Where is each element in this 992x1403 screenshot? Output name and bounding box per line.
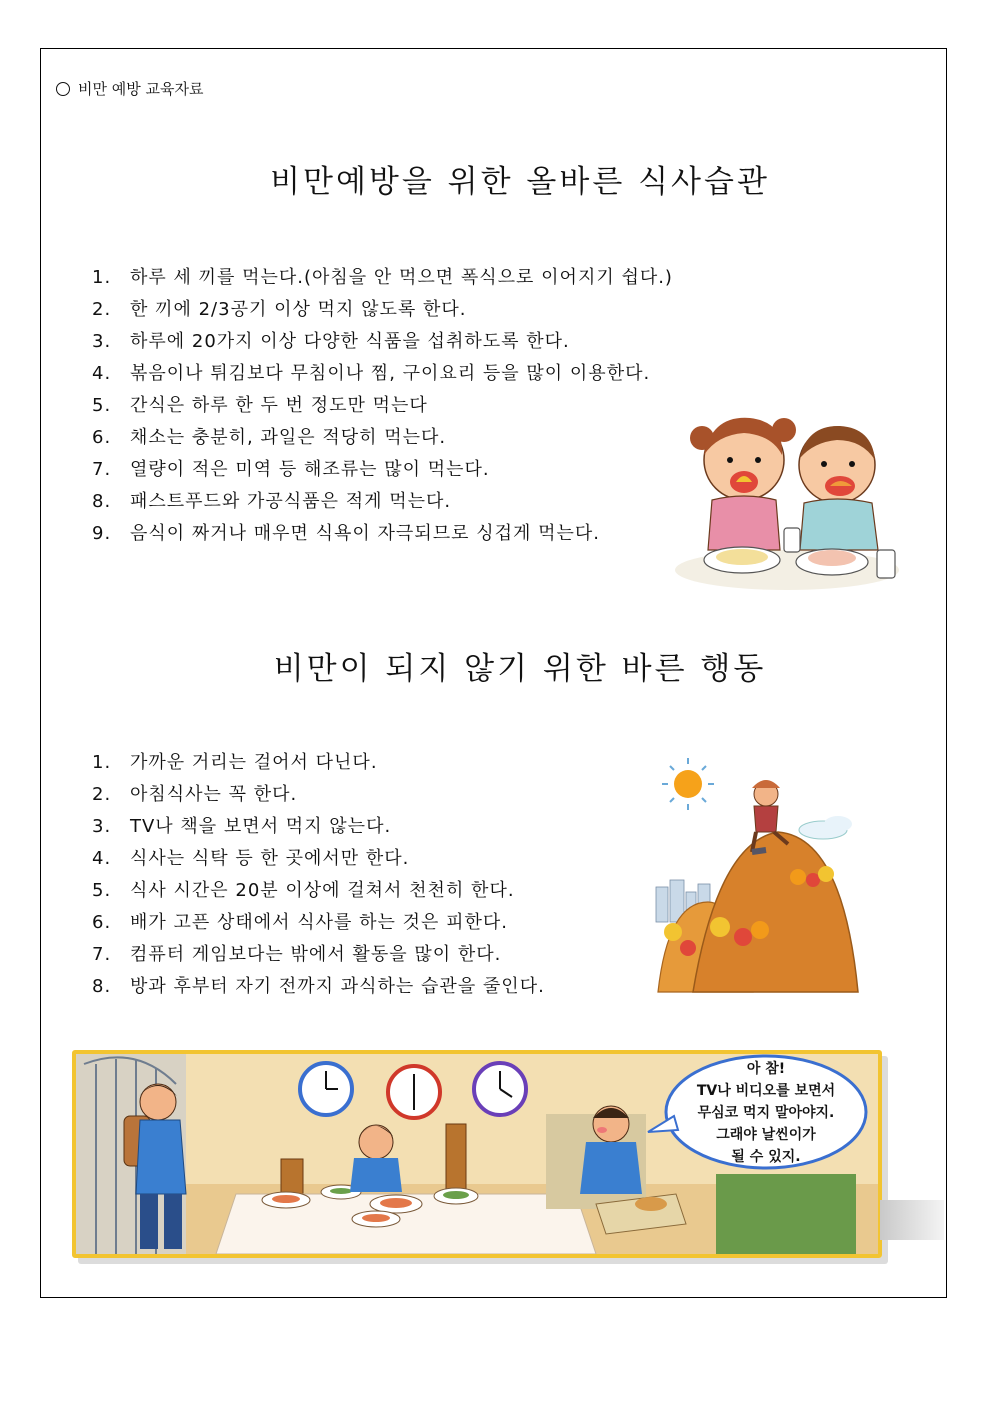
list-item: 5. 간식은 하루 한 두 번 정도만 먹는다 [92, 395, 428, 416]
list-item: 5. 식사 시간은 20분 이상에 걸쳐서 천천히 한다. [92, 880, 515, 901]
list-item: 1. 가까운 거리는 걸어서 다닌다. [92, 752, 378, 773]
list-item: 2. 한 끼에 2/3공기 이상 먹지 않도록 한다. [92, 299, 467, 320]
section-2-title: 비만이 되지 않기 위한 바른 행동 [273, 651, 767, 687]
list-item: 3. TV나 책을 보면서 먹지 않는다. [92, 816, 392, 837]
circle-bullet-icon [56, 82, 70, 96]
eating-habits-list [92, 265, 673, 553]
mountain-climber-illustration [648, 752, 863, 997]
list-item: 6. 배가 고픈 상태에서 식사를 하는 것은 피한다. [92, 912, 509, 933]
banner-shadow [880, 1200, 944, 1240]
list-item: 3. 하루에 20가지 이상 다양한 식품을 섭취하도록 한다. [92, 331, 570, 352]
list-item: 2. 아침식사는 꼭 한다. [92, 784, 298, 805]
list-item: 8. 방과 후부터 자기 전까지 과식하는 습관을 줄인다. [92, 976, 545, 997]
list-item: 7. 열량이 적은 미역 등 해조류는 많이 먹는다. [92, 459, 490, 480]
list-item: 4. 식사는 식탁 등 한 곳에서만 한다. [92, 848, 410, 869]
list-item: 9. 음식이 짜거나 매우면 식욕이 자극되므로 싱겁게 먹는다. [92, 523, 600, 544]
healthy-behaviors-list [92, 750, 545, 1006]
children-eating-illustration [672, 400, 902, 590]
list-item: 6. 채소는 충분히, 과일은 적당히 먹는다. [92, 427, 447, 448]
tv-eating-comic-banner [72, 1050, 882, 1258]
document-label [56, 78, 203, 99]
list-item: 4. 볶음이나 튀김보다 무침이나 찜, 구이요리 등을 많이 이용한다. [92, 363, 651, 384]
document-label-text: 비만 예방 교육자료 [78, 80, 204, 98]
speech-bubble-text: 아 참! TV나 비디오를 보면서 무심코 먹지 말아야지. 그래야 날씬이가 될 수 있지. [696, 1061, 836, 1165]
list-item: 1. 하루 세 끼를 먹는다.(아침을 안 먹으면 폭식으로 이어지기 쉽다.) [92, 267, 673, 288]
section-1-title: 비만예방을 위한 올바른 식사습관 [270, 164, 770, 200]
list-item: 8. 패스트푸드와 가공식품은 적게 먹는다. [92, 491, 452, 512]
list-item: 7. 컴퓨터 게임보다는 밖에서 활동을 많이 한다. [92, 944, 502, 965]
